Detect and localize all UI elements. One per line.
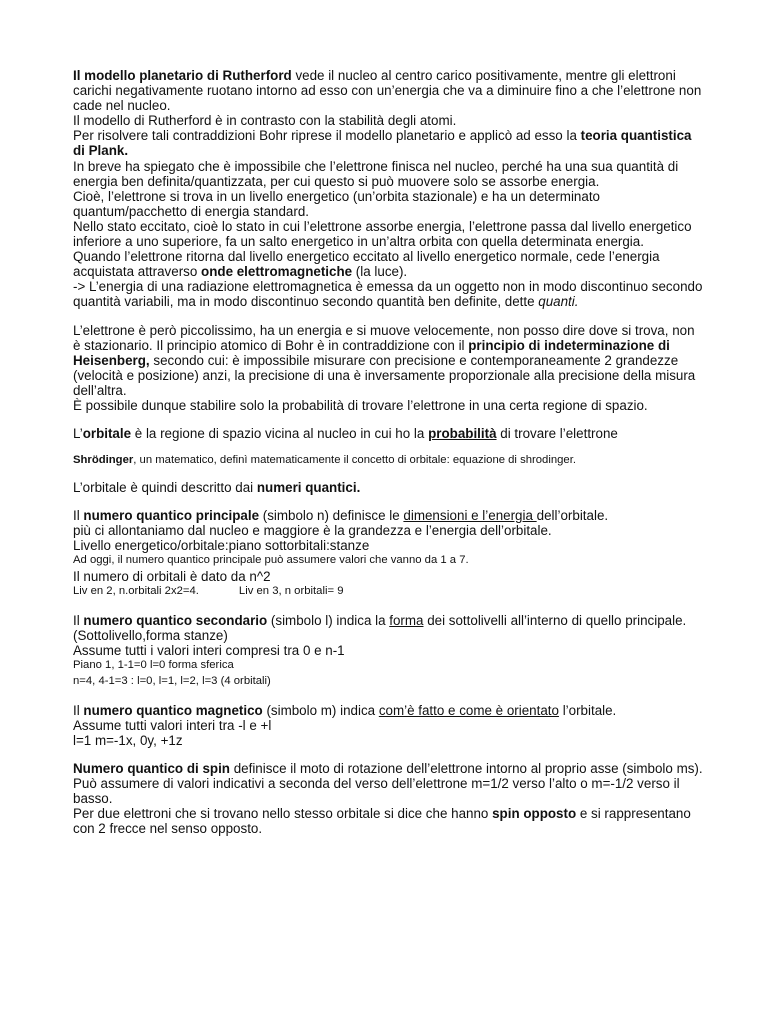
example-level-2: Liv en 2, n.orbitali 2x2=4. bbox=[73, 584, 199, 597]
text: Assume tutti i valori interi compresi tra 0 e n-1 bbox=[73, 642, 345, 658]
term-numeri-quantici: numeri quantici. bbox=[256, 479, 361, 495]
text: (la luce). bbox=[352, 264, 408, 280]
term-quanti: quanti. bbox=[538, 294, 579, 310]
paragraph-opposite-spin bbox=[73, 806, 703, 836]
text: secondo cui: è impossibile misurare con precisione e contemporaneamente 2 grandezze (velocità e posizione) anzi, la precisione di una è inversamente proporzionale alla precisione della misura dell’altra. bbox=[73, 352, 696, 398]
spacer bbox=[73, 690, 703, 703]
text: dell’orbitale. bbox=[536, 507, 609, 523]
paragraph-principal-number bbox=[73, 508, 703, 523]
text: Per due elettroni che si trovano nello stesso orbitale si dice che hanno bbox=[73, 806, 493, 822]
text: definisce il moto di rotazione dell’elettrone intorno al proprio asse (simbolo ms). bbox=[229, 760, 703, 776]
paragraph-distance bbox=[73, 523, 703, 538]
paragraph-values-range bbox=[73, 553, 703, 569]
term-shape-orientation: com’è fatto e come è orientato bbox=[378, 702, 559, 718]
text: di trovare l’elettrone bbox=[496, 426, 618, 442]
text: Il bbox=[73, 507, 84, 523]
spacer bbox=[73, 310, 703, 323]
term-heisenberg-principle: principio di indeterminazione di Heisenberg, bbox=[73, 337, 670, 368]
text: l=1 m=-1x, 0y, +1z bbox=[73, 732, 183, 748]
text: , un matematico, definì matematicamente il concetto di orbitale: equazione di shrodinger. bbox=[133, 454, 576, 467]
paragraph-magnetic-range bbox=[73, 718, 703, 733]
text: (simbolo n) definisce le bbox=[259, 507, 404, 523]
text: Il numero di orbitali è dato da n^2 bbox=[73, 568, 271, 584]
text: è la regione di spazio vicina al nucleo in cui ho la bbox=[131, 426, 429, 442]
text: più ci allontaniamo dal nucleo e maggiore è la grandezza e l’energia dell’orbitale. bbox=[73, 522, 552, 538]
paragraph-secondary-example-1 bbox=[73, 658, 703, 674]
text: Il bbox=[73, 702, 84, 718]
text: L’orbitale è quindi descritto dai bbox=[73, 479, 257, 495]
text: e si rappresentano con 2 frecce nel senso opposto. bbox=[73, 806, 691, 837]
spacer bbox=[73, 413, 703, 426]
spacer bbox=[73, 600, 703, 613]
paragraph-energy-level bbox=[73, 189, 703, 219]
spacer bbox=[73, 469, 703, 480]
paragraph-secondary-number bbox=[73, 613, 703, 643]
term-secondary-number: numero quantico secondario bbox=[83, 612, 268, 628]
paragraph-orbital-count bbox=[73, 569, 703, 584]
document-body bbox=[73, 68, 703, 836]
text: Può assumere di valori indicativi a seconda del verso dell’elettrone m=1/2 verso l’alto o m=-1/2 verso il basso. bbox=[73, 775, 680, 806]
paragraph-rutherford-contrast bbox=[73, 113, 703, 128]
text: L’ bbox=[73, 426, 83, 442]
term-probabilita: probabilità bbox=[428, 426, 497, 442]
text: (simbolo l) indica la bbox=[267, 612, 390, 628]
paragraph-secondary-example-2 bbox=[73, 674, 703, 690]
term-spin-opposto: spin opposto bbox=[492, 806, 577, 822]
spacer bbox=[73, 495, 703, 508]
text: Il bbox=[73, 612, 84, 628]
text: È possibile dunque stabilire solo la probabilità di trovare l’elettrone in una certa regione di spazio. bbox=[73, 397, 648, 413]
text: Piano 1, 1-1=0 l=0 forma sferica bbox=[73, 658, 234, 671]
paragraph-secondary-range bbox=[73, 643, 703, 658]
text: Quando l’elettrone ritorna dal livello energetico eccitato al livello energetico normale, cede l’energia acquistata attraverso bbox=[73, 249, 660, 280]
spacer bbox=[73, 748, 703, 761]
text: Cioè, l’elettrone si trova in un livello energetico (un’orbita stazionale) e ha un determinato quantum/pacchetto di energia standard. bbox=[73, 188, 600, 219]
term-plank-theory: teoria quantistica di Plank. bbox=[73, 128, 692, 159]
text: Nello stato eccitato, cioè lo stato in cui l’elettrone assorbe energia, l’elettrone passa dal livello energetico inferiore a uno superiore, fa un salto energetico in un’altra orbita con quella determinata energia. bbox=[73, 218, 692, 250]
text: Il modello di Rutherford è in contrasto con la stabilità degli atomi. bbox=[73, 113, 457, 129]
text: Ad oggi, il numero quantico principale può assumere valori che vanno da 1 a 7. bbox=[73, 553, 469, 566]
paragraph-schrodinger bbox=[73, 452, 703, 468]
paragraph-quanti bbox=[73, 279, 703, 309]
paragraph-magnetic-example bbox=[73, 733, 703, 748]
paragraph-quantum-numbers bbox=[73, 480, 703, 495]
paragraph-electromagnetic-waves bbox=[73, 249, 703, 279]
text: dei sottolivelli all’interno di quello principale. (Sottolivello,forma stanze) bbox=[73, 612, 687, 643]
text: Livello energetico/orbitale:piano sottorbitali:stanze bbox=[73, 537, 370, 553]
text: n=4, 4-1=3 : l=0, l=1, l=2, l=3 (4 orbitali) bbox=[73, 674, 271, 687]
term-orbitale: orbitale bbox=[82, 426, 132, 442]
text: Per risolvere tali contraddizioni Bohr riprese il modello planetario e applicò ad esso la bbox=[73, 128, 581, 144]
term-electromagnetic-waves: onde elettromagnetiche bbox=[201, 264, 353, 280]
paragraph-magnetic-number bbox=[73, 703, 703, 718]
term-dimensions-energy: dimensioni e l’energia bbox=[403, 507, 537, 523]
example-level-3: Liv en 3, n orbitali= 9 bbox=[238, 584, 344, 597]
text: vede il nucleo al centro carico positivamente, mentre gli elettroni carichi negativamente ruotano intorno ad esso con un’energia che va a diminuire fino a che l’elettrone non cade nel nucleo. bbox=[73, 68, 702, 114]
paragraph-bohr bbox=[73, 128, 703, 158]
paragraph-excited-state bbox=[73, 219, 703, 249]
paragraph-probability bbox=[73, 398, 703, 413]
paragraph-orbitale bbox=[73, 426, 703, 441]
paragraph-analogy bbox=[73, 538, 703, 553]
paragraph-rutherford bbox=[73, 68, 703, 113]
text: In breve ha spiegato che è impossibile che l’elettrone finisca nel nucleo, perché ha una sua quantità di energia ben definita/quantizzata, per cui questo si può muovere solo se assorbe energia. bbox=[73, 158, 679, 189]
text: l’orbitale. bbox=[558, 702, 617, 718]
paragraph-spin-values bbox=[73, 776, 703, 806]
paragraph-spin-number bbox=[73, 761, 703, 776]
paragraph-heisenberg bbox=[73, 323, 703, 398]
text: (simbolo m) indica bbox=[262, 702, 379, 718]
term-magnetic-number: numero quantico magnetico bbox=[83, 702, 263, 718]
paragraph-quantized-energy bbox=[73, 159, 703, 189]
term-forma: forma bbox=[389, 612, 424, 628]
text: Assume tutti valori interi tra -l e +l bbox=[73, 717, 272, 733]
term-schrodinger: Shrödinger bbox=[73, 454, 134, 467]
term-rutherford-model: Il modello planetario di Rutherford bbox=[73, 68, 292, 83]
text: L’elettrone è però piccolissimo, ha un energia e si muove velocemente, non posso dire dove si trova, non è stazionario. Il principio atomico di Bohr è in contraddizione con il bbox=[73, 322, 695, 353]
text: -> L’energia di una radiazione elettromagnetica è emessa da un oggetto non in modo discontinuo secondo quantità variabili, ma in modo discontinuo secondo quantità ben definite, dette bbox=[73, 279, 703, 310]
term-spin-number: Numero quantico di spin bbox=[73, 760, 230, 776]
spacer bbox=[73, 441, 703, 452]
paragraph-examples bbox=[73, 584, 703, 600]
term-principal-number: numero quantico principale bbox=[83, 507, 260, 523]
